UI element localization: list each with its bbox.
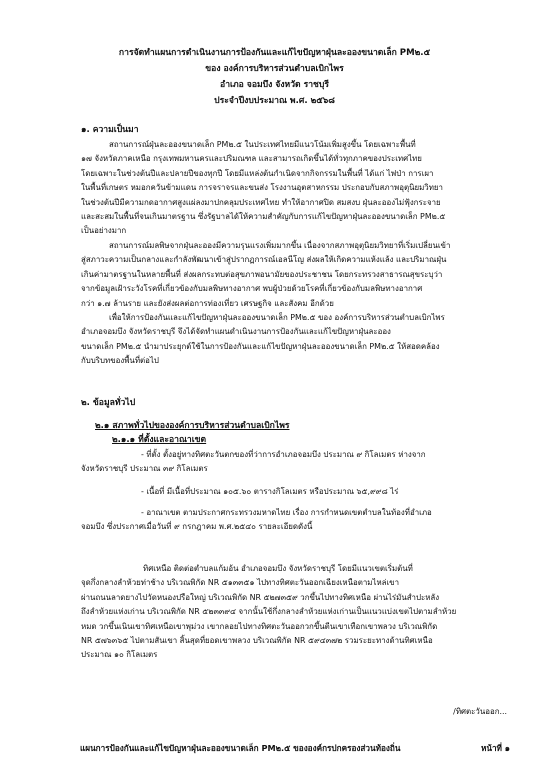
- text-line: สถานการณ์ฝุ่นละอองขนาดเล็ก PM๒.๕ ในประเทศไทยมีแนวโน้มเพิ่มสูงขึ้น โดยเฉพาะพื้นที่: [109, 140, 416, 149]
- doc-title-line-4: ประจำปีงบประมาณ พ.ศ. ๒๕๖๘: [214, 96, 335, 106]
- text-line: เป็นอย่างมาก: [81, 226, 127, 236]
- location-bullet: [81, 448, 509, 477]
- continuation-note: /ทิศตะวันออก...: [453, 707, 507, 716]
- text-line: ถึงลำห้วยแห่งเก่าน บริเวณพิกัด NR ๕๒๓๓๙๔ จากนั้นใช้กึ่งกลางลำห้วยแห่งเก่านเป็นแนวแบ่งเขตไปตามลำห้วย: [81, 607, 457, 617]
- text-line: ประมาณ ๑๐ กิโลเมตร: [81, 650, 158, 660]
- doc-title-line-2: ของ องค์การบริหารส่วนตำบลเบิกไพร: [205, 64, 344, 74]
- text-line: จุดกึ่งกลางลำห้วยท่าช้าง บริเวณพิกัด NR ๕๑๓๓๕๑ ไปทางทิศตะวันออกเฉียงเหนือตามไหล่เขา: [81, 578, 400, 588]
- footer-text: แผนการป้องกันและแก้ไขปัญหาฝุ่นละอองขนาดเล็ก PM๒.๕ ขององค์กรปกครองส่วนท้องถิ่น: [80, 743, 401, 753]
- text-line: สถานการณ์มลพิษจากฝุ่นละอองมีความรุนแรงเพิ่มมากขึ้น เนื่องจากสภาพอุตุนิยมวิทยาที่เริ่มเปลี่ยนเข้า: [109, 241, 451, 250]
- boundary-bullet: [81, 506, 509, 535]
- text-line: อำเภอจอมบึง จังหวัดราชบุรี จึงได้จัดทำแผนดำเนินงานการป้องกันและแก้ไขปัญหาฝุ่นละออง: [81, 327, 391, 337]
- text-line: กับบริบทของพื้นที่ต่อไป: [81, 356, 159, 366]
- text-line: - เนื้อที่ มีเนื้อที่ประมาณ ๑๐๕.๖๐ ตารางกิโลเมตร หรือประมาณ ๖๕,๙๙๘ ไร่: [141, 487, 399, 496]
- text-line: สู่สภาวะความเป็นกลางและกำลังพัฒนาเข้าสู่ปรากฏการณ์เอลนีโญ ส่งผลให้เกิดความแห้งแล้ง และปริมาณฝุ่น: [81, 255, 447, 265]
- text-line: จอมบึง ซึ่งประกาศเมื่อวันที่ ๙ กรกฎาคม พ.ศ.๒๕๔๐ รายละเอียดดังนี้: [81, 522, 313, 532]
- section-1-paragraph-3: [81, 311, 509, 369]
- doc-title-line-3: อำเภอ จอมบึง จังหวัด ราชบุรี: [220, 80, 329, 90]
- text-line: ขนาดเล็ก PM๒.๕ นำมาประยุกต์ใช้ในการป้องกันและแก้ไขปัญหาฝุ่นละอองขนาดเล็ก PM๒.๕ ให้สอดคล้อง: [81, 341, 440, 351]
- text-line: ในพื้นที่เกษตร หมอกควันข้ามแดน การจราจรและขนส่ง โรงงานอุตสาหกรรม ประกอบกับสภาพอุตุนิยมวิทยา: [81, 183, 443, 193]
- text-line: เกินค่ามาตรฐานในหลายพื้นที่ ส่งผลกระทบต่อสุขภาพอนามัยของประชาชน โดยกระทรวงสาธารณสุขระบุว่า: [81, 269, 443, 279]
- section-1-paragraph-1: [81, 138, 509, 239]
- page-footer: [80, 742, 510, 755]
- text-line: กว่า ๑.๗ ล้านราย และยังส่งผลต่อการท่องเที่ยว เศรษฐกิจ และสังคม อีกด้วย: [81, 298, 334, 308]
- text-line: จากข้อมูลเฝ้าระวังโรคที่เกี่ยวข้องกับมลพิษทางอากาศ พบผู้ป่วยด้วยโรคที่เกี่ยวข้องกับมลพิษทางอากาศ: [81, 284, 423, 294]
- text-line: - ที่ตั้ง ตั้งอยู่ทางทิศตะวันตกของที่ว่าการอำเภอจอมบึง ประมาณ ๙ กิโลเมตร ห่างจาก: [141, 450, 426, 459]
- text-line: - อาณาเขต ตามประกาศกระทรวงมหาดไทย เรื่อง การกำหนดเขตตำบลในท้องที่อำเภอ: [141, 508, 432, 517]
- section-1-paragraph-2: [81, 239, 509, 311]
- text-line: โดยเฉพาะในช่วงต้นปีและปลายปีของทุกปี โดยมีแหล่งต้นกำเนิดจากกิจกรรมในพื้นที่ ได้แก่ ไฟป่า การเผา: [81, 168, 434, 178]
- section-2-heading: ๒. ข้อมูลทั่วไป: [81, 398, 136, 408]
- text-line: และสะสมในพื้นที่จนเกินมาตรฐาน ซึ่งรัฐบาลได้ให้ความสำคัญกับการแก้ไขปัญหาฝุ่นละอองขนาดเล็ก PM๒.๕: [81, 212, 446, 222]
- page-number: หน้าที่ ๑: [480, 743, 510, 753]
- text-line: ในช่วงต้นปีมีความกดอากาศสูงแผ่ลงมาปกคลุมประเทศไทย ทำให้อากาศปิด สมสงบ ฝุ่นละอองไม่ฟุ้งกระจาย: [81, 197, 441, 207]
- north-boundary-paragraph: [81, 562, 509, 663]
- text-line: NR ๕๗๖๓๖๕ ไปตามสันเขา สิ้นสุดที่ยอดเขาพลวง บริเวณพิกัด NR ๕๙๔๓๗๒ รวมระยะทางด้านทิศเหนือ: [81, 636, 433, 646]
- text-line: หมด วกขึ้นเนินเขาทิศเหนือเขาพุม่วง เขากลอยไปทางทิศตะวันออกวกขึ้นตีนเขาเทือกเขาพลวง บริเวณพิกัด: [81, 621, 438, 631]
- text-line: ทิศเหนือ ติดต่อตำบลแก้มอ้น อำเภอจอมบึง จังหวัดราชบุรี โดยมีแนวเขตเริ่มต้นที่: [143, 564, 413, 573]
- text-line: ๑๗ จังหวัดภาคเหนือ กรุงเทพมหานครและปริมณฑล และสามารถเกิดขึ้นได้ทั่วทุกภาคของประเทศไทย: [81, 154, 422, 164]
- text-line: จังหวัดราชบุรี ประมาณ ๓๙ กิโลเมตร: [81, 464, 208, 474]
- text-line: เพื่อให้การป้องกันและแก้ไขปัญหาฝุ่นละอองขนาดเล็ก PM๒.๕ ของ องค์การบริหารส่วนตำบลเบิกไพร: [109, 313, 445, 322]
- doc-title-line-1: การจัดทำแผนการดำเนินงานการป้องกันและแก้ไขปัญหาฝุ่นละอองขนาดเล็ก PM๒.๕: [118, 48, 431, 58]
- section-2-1-1-heading: ๒.๑.๑ ที่ตั้งและอาณาเขต: [112, 435, 207, 445]
- section-1-heading: ๑. ความเป็นมา: [81, 125, 139, 135]
- text-line: ผ่านถนนลาดยางไปวัดหนองปรือใหญ่ บริเวณพิกัด NR ๕๒๗๓๕๙ วกขึ้นไปทางทิศเหนือ ผ่านไร่มันสำปะหลัง: [81, 592, 440, 602]
- section-2-1-heading: ๒.๑ สภาพทั่วไปขององค์การบริหารส่วนตำบลเบิกไพร: [95, 421, 290, 431]
- area-bullet: [141, 485, 509, 499]
